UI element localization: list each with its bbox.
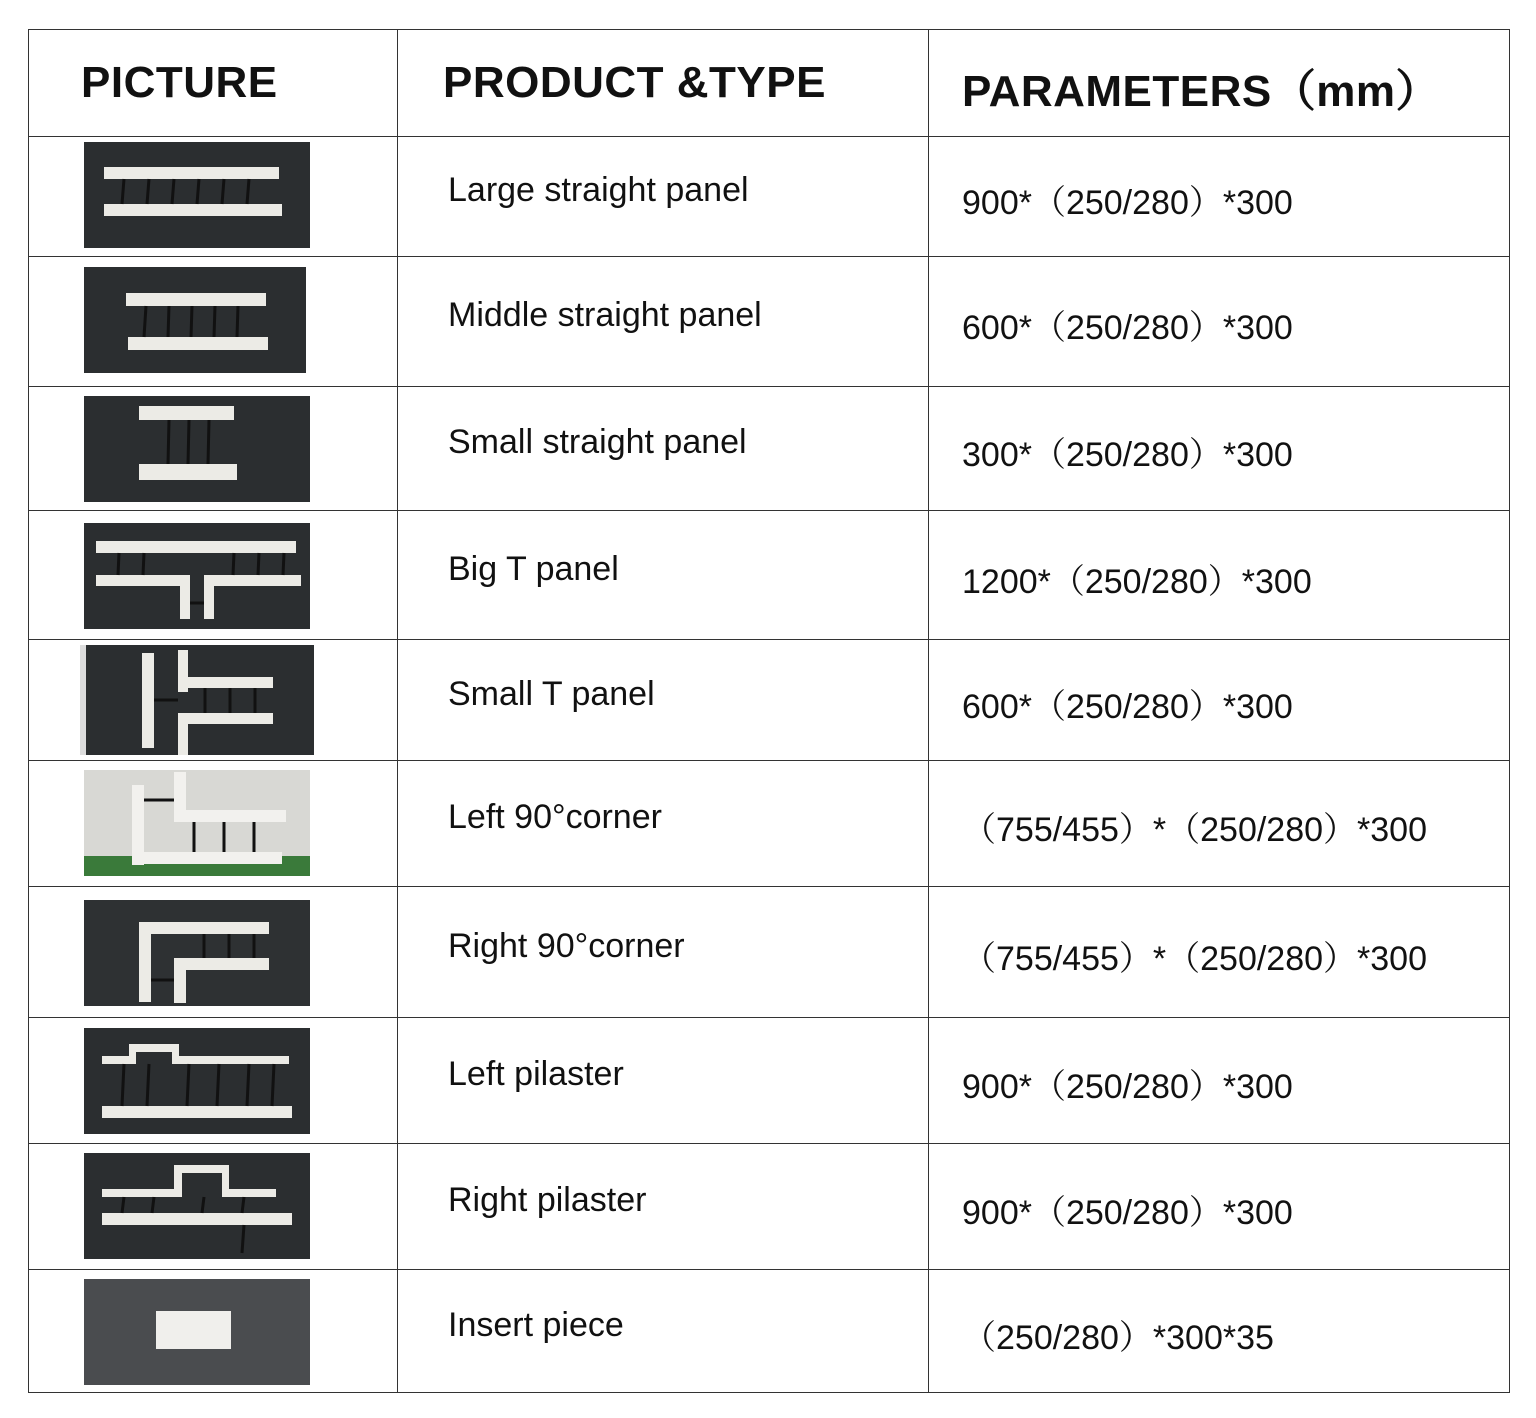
product-name: Right 90°corner [448,926,685,965]
table-row [29,256,1509,386]
product-parameters: （755/455）*（250/280）*300 [962,811,1427,849]
table-row [29,886,1509,1017]
left-pilaster-photo [84,1028,310,1134]
product-name: Middle straight panel [448,296,762,334]
middle-straight-panel-photo [84,267,306,373]
large-straight-panel-photo [84,142,310,248]
product-table [28,29,1510,1393]
small-straight-panel-photo [84,396,310,502]
small-t-panel-photo [80,645,314,755]
product-name: Insert piece [448,1305,624,1344]
product-parameters: （755/455）*（250/280）*300 [962,939,1427,978]
product-name: Small T panel [448,674,655,713]
table-row [29,510,1509,639]
product-name: Left pilaster [448,1055,624,1093]
table-row [29,1269,1509,1392]
table-row [29,136,1509,256]
insert-piece-photo [84,1279,310,1385]
header-parameters: PARAMETERS（mm） [962,67,1441,116]
product-name: Large straight panel [448,171,749,209]
product-name: Right pilaster [448,1181,647,1219]
right-pilaster-photo [84,1153,310,1259]
table-row [29,386,1509,510]
product-parameters: 600*（250/280）*300 [962,309,1293,347]
product-parameters: （250/280）*300*35 [962,1318,1274,1357]
table-header-row [29,30,1509,136]
product-parameters: 900*（250/280）*300 [962,184,1293,222]
product-parameters: 900*（250/280）*300 [962,1194,1293,1232]
right-corner-photo [84,900,310,1006]
table-row [29,1143,1509,1269]
product-name: Big T panel [448,549,619,588]
header-picture: PICTURE [81,58,278,107]
table-row [29,760,1509,886]
left-corner-photo [84,770,310,876]
table-row [29,1017,1509,1143]
column-divider [397,30,398,1392]
big-t-panel-photo [84,523,310,629]
column-divider [928,30,929,1392]
product-name: Left 90°corner [448,798,662,836]
product-parameters: 600*（250/280）*300 [962,687,1293,726]
header-product-type: PRODUCT &TYPE [443,58,826,107]
product-parameters: 1200*（250/280）*300 [962,562,1312,601]
product-parameters: 300*（250/280）*300 [962,436,1293,474]
table-row [29,639,1509,760]
product-name: Small straight panel [448,423,747,461]
product-parameters: 900*（250/280）*300 [962,1068,1293,1106]
